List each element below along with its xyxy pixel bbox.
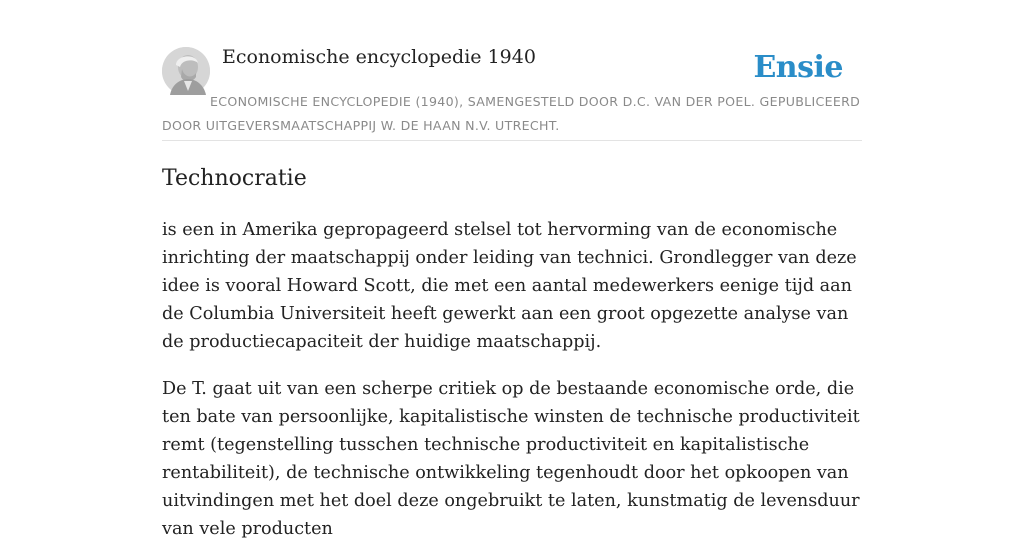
- ensie-logo[interactable]: Ensie: [753, 50, 843, 85]
- source-description: ECONOMISCHE ENCYCLOPEDIE (1940), SAMENGESTELD DOOR D.C. VAN DER POEL. GEPUBLICEERD DOOR UITGEVERSMAATSCHAPPIJ W. DE HAAN N.V. UTRECHT.: [162, 94, 861, 133]
- portrait-avatar-icon[interactable]: [162, 47, 210, 95]
- article-paragraph: De T. gaat uit van een scherpe critiek op de bestaande economische orde, die ten bate van persoonlijke, kapitalistische winsten de technische productiviteit remt (tegenstelling tusschen technische productiviteit en kapitalistische rentabiliteit), de technische ontwikkeling tegenhoudt door het opkoopen van uitvindingen met het doel deze ongebruikt te laten, kunstmatig de levensduur van vele producten: [162, 379, 860, 539]
- source-title[interactable]: Economische encyclopedie 1940: [222, 46, 536, 68]
- source-header: [162, 46, 862, 141]
- article-title: Technocratie: [162, 166, 307, 191]
- article: [162, 164, 862, 543]
- article-paragraph: is een in Amerika gepropageerd stelsel tot hervorming van de economische inrichting der maatschappij onder leiding van technici. Grondlegger van deze idee is vooral Howard Scott, die met een aantal medewerkers eenige tijd aan de Columbia Universiteit heeft gewerkt aan een groot opgezette analyse van de productiecapaciteit der huidige maatschappij.: [162, 220, 857, 352]
